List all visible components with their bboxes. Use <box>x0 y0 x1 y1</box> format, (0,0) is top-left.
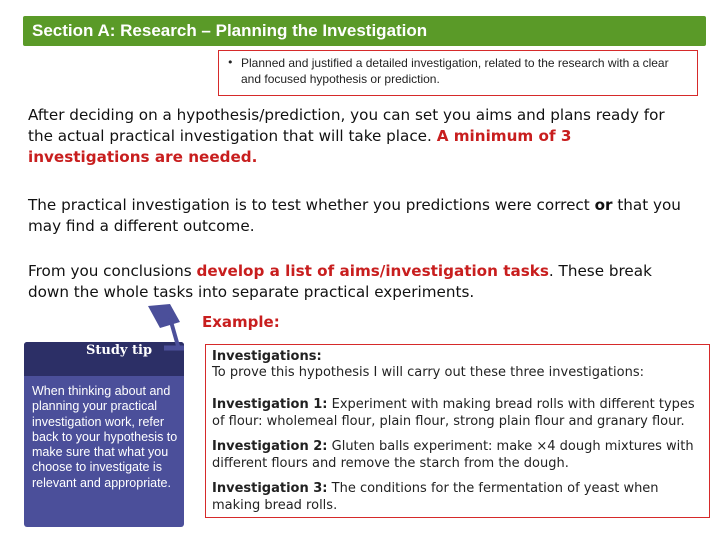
study-tip-body: When thinking about and planning your practical investigation work, refer back to your hypothesis to make sure that what you choose to investigate is relevant and appropriate. <box>32 384 178 490</box>
investigation-item-3-label: Investigation 3: <box>212 481 328 496</box>
desk-lamp-icon <box>140 300 190 360</box>
study-tip-card <box>24 342 184 527</box>
investigation-item-2-text: Gluten balls experiment: make ×4 dough mixtures with different flours and remove the starch from the dough. <box>212 439 694 471</box>
paragraph-hypothesis-text: After deciding on a hypothesis/prediction, you can set you aims and plans ready for the actual practical investigation that will take place. <box>28 106 665 145</box>
paragraph-practical <box>28 195 693 237</box>
investigation-item-3-text: The conditions for the fermentation of yeast when making bread rolls. <box>212 481 659 513</box>
criteria-text: Planned and justified a detailed investigation, related to the research with a clear and focused hypothesis or prediction. <box>241 56 669 86</box>
investigation-item-1-label: Investigation 1: <box>212 397 328 412</box>
investigation-item-3 <box>212 480 707 514</box>
investigation-item-2 <box>212 438 707 472</box>
investigations-intro: To prove this hypothesis I will carry out these three investigations: <box>212 365 644 380</box>
paragraph-conclusions-text-2: . These break down the whole tasks into separate practical experiments. <box>28 262 652 301</box>
paragraph-practical-text: The practical investigation is to test whether you predictions were correct <box>28 196 595 214</box>
criteria-bullet: • <box>227 56 234 69</box>
paragraph-practical-emphasis: or <box>594 196 613 214</box>
investigations-heading-text: Investigations: <box>212 349 322 364</box>
investigations-heading <box>212 348 707 365</box>
investigation-item-2-label: Investigation 2: <box>212 439 328 454</box>
paragraph-conclusions-emphasis: develop a list of aims/investigation tasks <box>196 262 549 280</box>
section-title: Section A: Research – Planning the Investigation <box>32 21 428 40</box>
study-tip-title: Study tip <box>86 343 153 358</box>
paragraph-hypothesis-emphasis: A minimum of 3 investigations are needed. <box>28 127 572 166</box>
example-label: Example: <box>202 313 280 331</box>
paragraph-practical-text-2: that you may find a different outcome. <box>28 196 681 235</box>
paragraph-conclusions <box>28 261 693 303</box>
paragraph-hypothesis <box>28 105 693 168</box>
criteria-box <box>218 50 698 96</box>
paragraph-conclusions-text: From you conclusions <box>28 262 197 280</box>
investigation-item-1 <box>212 396 707 430</box>
investigation-item-1-text: Experiment with making bread rolls with different types of flour: wholemeal flour, plain flour, strong plain flour and granary flour. <box>212 397 695 429</box>
investigations-box <box>205 344 710 518</box>
section-header <box>23 16 706 46</box>
